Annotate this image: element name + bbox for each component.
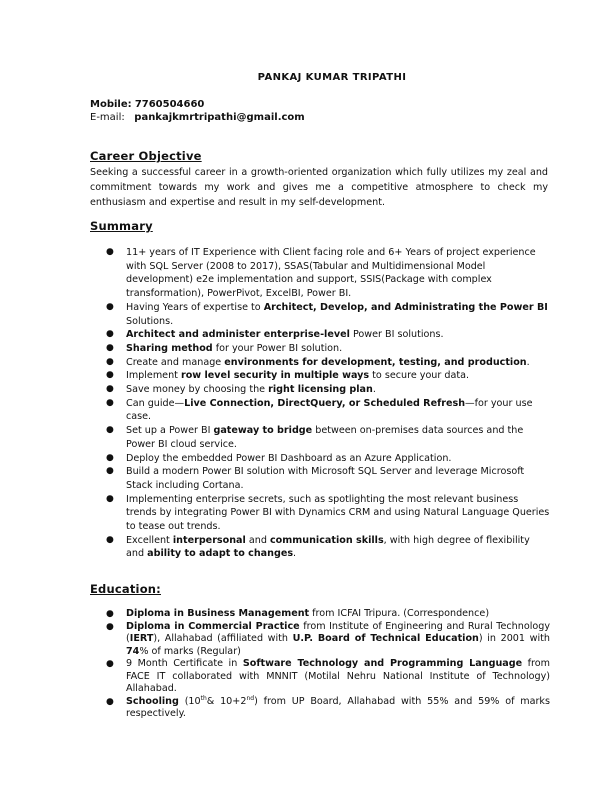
bullet-icon: ● — [106, 342, 114, 353]
bullet-icon: ● — [106, 425, 114, 436]
email-line — [90, 111, 305, 124]
education-item: ● Schooling (10th& 10+2nd) from UP Board, Allahabad with 55% and 59% of marks respectively. — [106, 694, 550, 719]
mobile-label: Mobile: — [90, 99, 132, 110]
summary-item: ● Save money by choosing the right licensing plan. — [106, 384, 376, 396]
mobile-value: 7760504660 — [134, 99, 205, 110]
education-item: ● Diploma in Commercial Practice from Institute of Engineering and Rural Technology (IERT), Allahabad (affiliated with U.P. Board of Technical Education) in 2001 with 74% of marks (Regular) — [106, 620, 551, 657]
summary-list — [90, 246, 550, 561]
summary-item: ● Excellent interpersonal and communication skills, with high degree of flexibility and ability to adapt to changes. — [106, 534, 530, 560]
summary-item: ● Architect and administer enterprise-level Power BI solutions. — [106, 329, 444, 341]
summary-item: ● 11+ years of IT Experience with Client facing role and 6+ Years of project experience with SQL Server (2008 to 2017), SSAS(Tabular and Multidimensional Model development) e2e implementation and support, SSIS(Package with complex transformation), PowerPivot, ExcelBI, Power BI. — [106, 247, 536, 300]
bullet-icon: ● — [106, 452, 114, 463]
contact-block — [90, 98, 305, 124]
education-list — [90, 608, 550, 721]
summary-item: ● Can guide—Live Connection, DirectQuery, or Scheduled Refresh—for your use case. — [106, 397, 533, 423]
summary-item: ● Set up a Power BI gateway to bridge between on-premises data sources and the Power BI cloud service. — [106, 425, 524, 450]
email-label: E-mail: — [90, 112, 125, 123]
bullet-icon: ● — [106, 466, 114, 477]
bullet-icon: ● — [106, 301, 114, 312]
bullet-icon: ● — [106, 493, 114, 504]
email-value[interactable]: pankajkmrtripathi@gmail.com — [134, 112, 305, 123]
bullet-icon: ● — [106, 397, 114, 408]
education-heading: Education: — [90, 582, 161, 596]
candidate-name: PANKAJ KUMAR TRIPATHI — [257, 72, 407, 83]
summary-item: ● Having Years of expertise to Architect, Develop, and Administrating the Power BI Solutions. — [106, 301, 548, 327]
summary-item: ● Create and manage environments for development, testing, and production. — [106, 356, 530, 368]
bullet-icon: ● — [106, 659, 114, 669]
bullet-icon: ● — [106, 384, 114, 395]
summary-item: ● Deploy the embedded Power BI Dashboard as an Azure Application. — [106, 452, 452, 464]
bullet-icon: ● — [106, 534, 114, 545]
career-objective-text: Seeking a successful career in a growth-oriented organization which fully utilizes my zeal and commitment towards my work and gives me a competitive atmosphere to check my enthusiasm and expertise and result in my self-development. — [90, 167, 548, 208]
education-item: ● Diploma in Business Management from ICFAI Tripura. (Correspondence) — [106, 608, 490, 619]
summary-item: ● Sharing method for your Power BI solution. — [106, 342, 343, 354]
summary-item: ● Implementing enterprise secrets, such as spotlighting the most relevant business trends by integrating Power BI with Dynamics CRM and using Natural Language Queries to tease out trends. — [106, 493, 550, 533]
summary-heading: Summary — [90, 219, 153, 233]
summary-item: ● Implement row level security in multiple ways to secure your data. — [106, 370, 470, 382]
bullet-icon: ● — [106, 621, 114, 632]
bullet-icon: ● — [106, 696, 114, 707]
summary-item: ● Build a modern Power BI solution with Microsoft SQL Server and leverage Microsoft Stack including Cortana. — [106, 466, 525, 491]
education-item: ● 9 Month Certificate in Software Technology and Programming Language from FACE IT collaborated with MNNIT (Motilal Nehru National Institute of Technology) Allahabad. — [106, 658, 550, 694]
bullet-icon: ● — [106, 609, 114, 619]
bullet-icon: ● — [106, 356, 114, 367]
bullet-icon: ● — [106, 370, 114, 381]
bullet-icon: ● — [106, 247, 114, 257]
bullet-icon: ● — [106, 329, 114, 340]
mobile-line — [90, 98, 305, 111]
career-objective-heading: Career Objective — [90, 149, 202, 163]
